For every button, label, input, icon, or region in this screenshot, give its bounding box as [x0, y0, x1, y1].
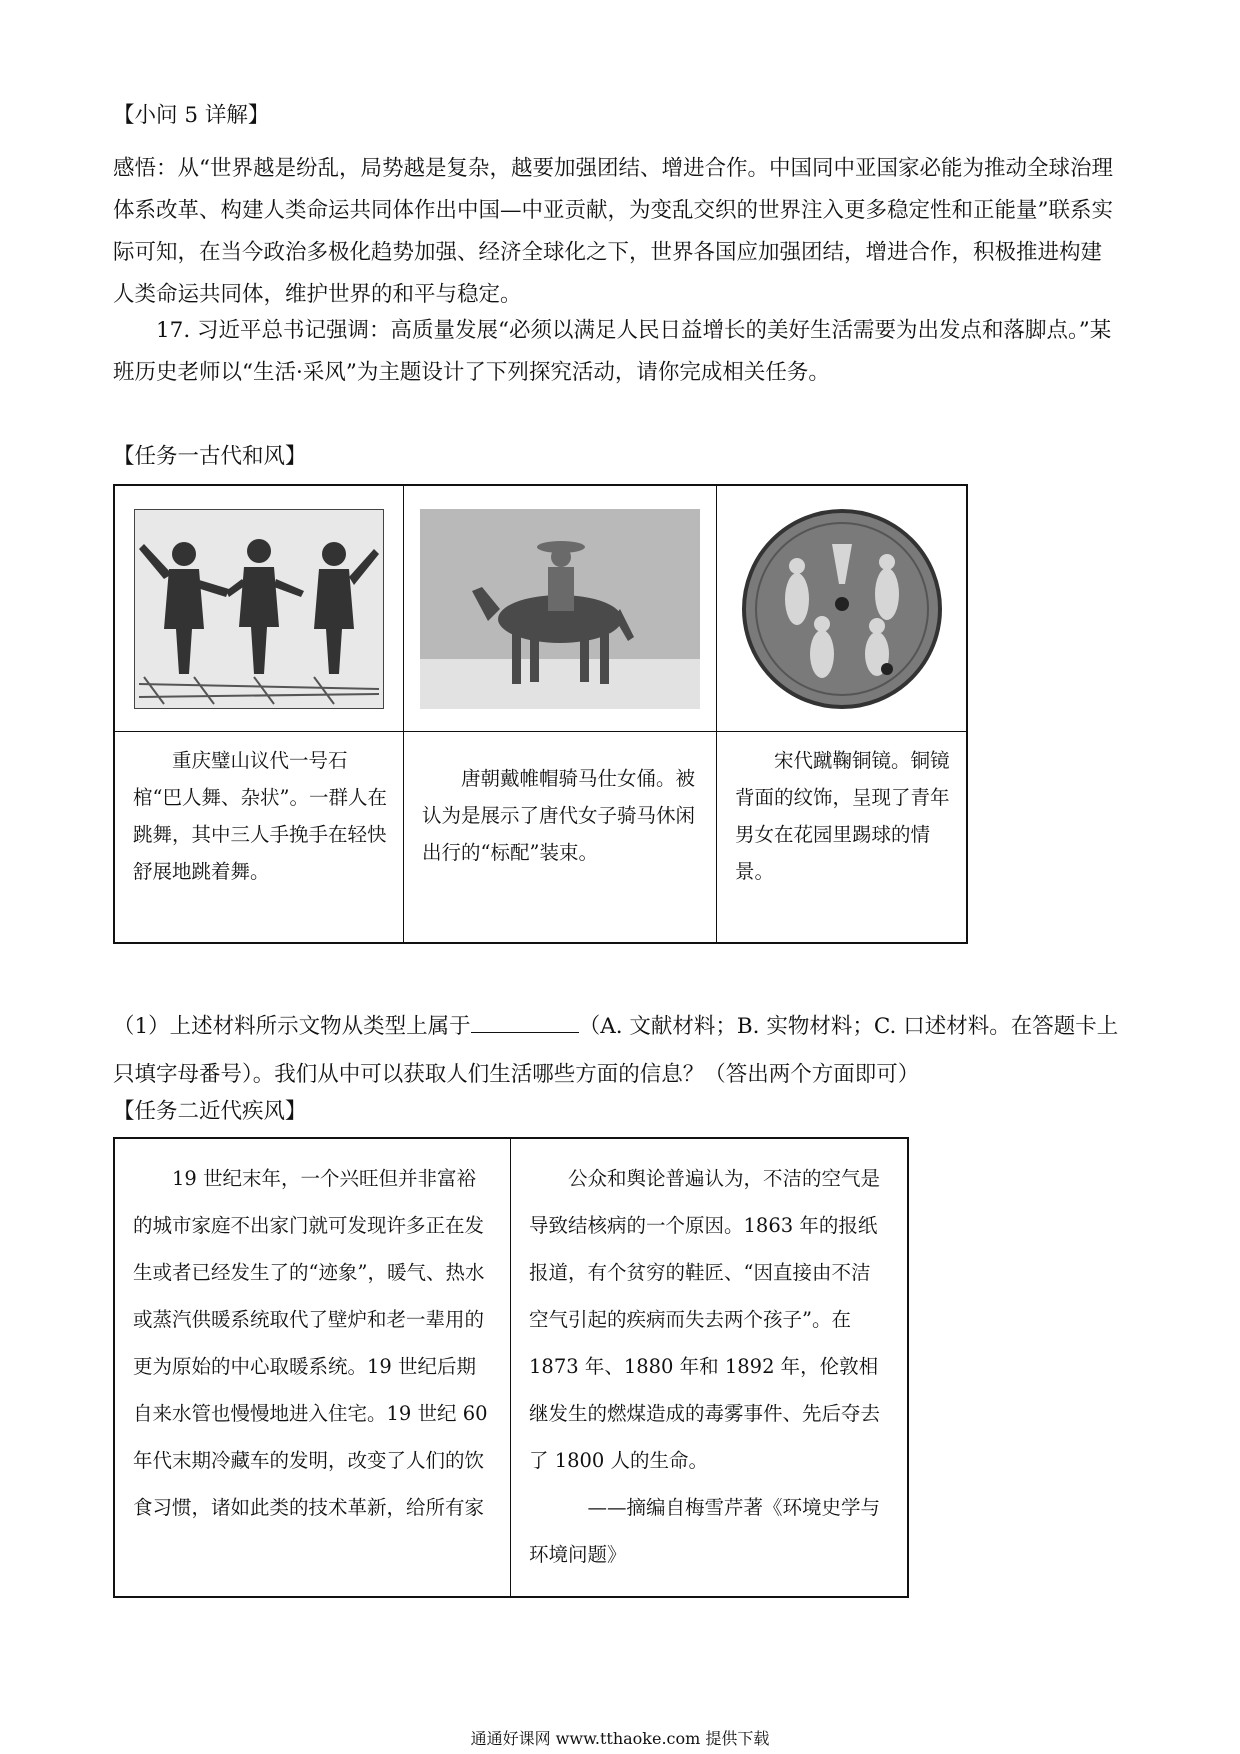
task1-table	[113, 484, 968, 944]
tang-horse-rider-figurine-image	[404, 486, 717, 732]
caption-stone-coffin: 重庆璧山议代一号石棺“巴人舞、杂状”。一群人在跳舞，其中三人手挽手在轻快舒展地跳着舞。	[115, 732, 404, 942]
task1-heading: 【任务一古代和风】	[113, 444, 307, 469]
task2-left-cell: 19 世纪末年，一个兴旺但并非富裕的城市家庭不出家门就可发现许多正在发生或者已经发生了的“迹象”，暖气、热水或蒸汽供暖系统取代了壁炉和老一辈用的更为原始的中心取暖系统。19 世纪后期自来水管也慢慢地进入住宅。19 世纪 60 年代末期冷藏车的发明，改变了人们的饮食习惯，诸如此类的技术革新，给所有家	[115, 1139, 511, 1596]
caption-tang-figurine: 唐朝戴帷帽骑马仕女俑。被认为是展示了唐代女子骑马休闲出行的“标配”装束。	[404, 732, 717, 942]
song-cuju-bronze-mirror-image	[717, 486, 966, 732]
q17-intro: 17. 习近平总书记强调：高质量发展“必须以满足人民日益增长的美好生活需要为出发点和落脚点。”某班历史老师以“生活·采风”为主题设计了下列探究活动，请你完成相关任务。	[113, 318, 1112, 385]
answer-blank	[471, 1014, 579, 1033]
page-footer: 通通好课网 www.tthaoke.com 提供下载	[470, 1729, 770, 1748]
question-1: （1）上述材料所示文物从类型上属于 （A. 文献材料；B. 实物材料；C. 口述材料。在答题卡上只填字母番号）。我们从中可以获取人们生活哪些方面的信息？（答出两个方面即可）	[113, 1014, 1119, 1087]
sub5-heading: 【小问 5 详解】	[113, 103, 270, 128]
caption-bronze-mirror: 宋代蹴鞠铜镜。铜镜背面的纹饰，呈现了青年男女在花园里踢球的情景。	[735, 749, 950, 883]
task2-source: ——摘编自梅雪芹著《环境史学与环境问题》	[529, 1496, 881, 1566]
task2-right-cell: 公众和舆论普遍认为，不洁的空气是导致结核病的一个原因。1863 年的报纸报道，有个贫穷的鞋匠、“因直接由不洁空气引起的疾病而失去两个孩子”。在 1873 年、1880 年和 1892 年，伦敦相继发生的燃煤造成的毒雾事件、先后夺去了 1800 人的生命。 ——摘编自梅雪芹著《环境史学与环境问题》	[511, 1139, 907, 1596]
stone-coffin-dance-image	[115, 486, 404, 732]
sub5-answer: 感悟：从“世界越是纷乱，局势越是复杂，越要加强团结、增进合作。中国同中亚国家必能为推动全球治理体系改革、构建人类命运共同体作出中国—中亚贡献，为变乱交织的世界注入更多稳定性和正能量”联系实际可知，在当今政治多极化趋势加强、经济全球化之下，世界各国应加强团结，增进合作，积极推进构建人类命运共同体，维护世界的和平与稳定。	[113, 156, 1113, 307]
task2-heading: 【任务二近代疾风】	[113, 1099, 307, 1124]
task2-table	[113, 1137, 909, 1598]
